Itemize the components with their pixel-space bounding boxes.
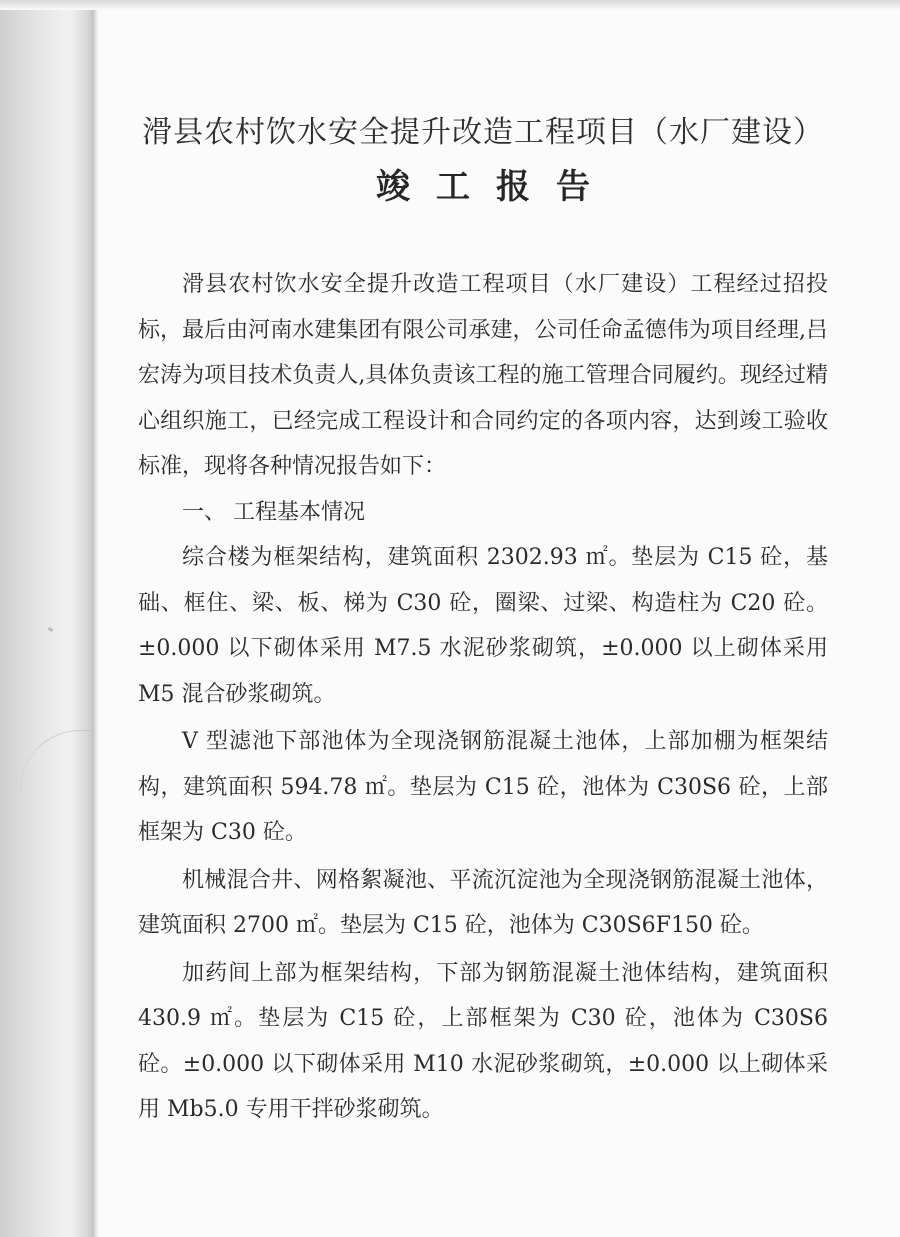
section-heading: 一、 工程基本情况 (182, 499, 365, 525)
paragraph-mixing-well: 机械混合井、网格絮凝池、平流沉淀池为全现浇钢筋混凝土池体，建筑面积 2700 ㎡。垫层为 C15 砼，池体为 C30S6F150 砼。 (138, 867, 828, 938)
report-content (138, 262, 828, 1133)
document-title: 滑县农村饮水安全提升改造工程项目（水厂建设） (142, 115, 824, 150)
binding-shadow (0, 0, 92, 1237)
paragraph-filter-pool: V 型滤池下部池体为全现浇钢筋混凝土池体，上部加棚为框架结构，建筑面积 594.78 ㎡。垫层为 C15 砼，池体为 C30S6 砼，上部框架为 C30 砼。 (138, 729, 828, 845)
intro-paragraph: 滑县农村饮水安全提升改造工程项目（水厂建设）工程经过招投标，最后由河南水建集团有限公司承建，公司任命孟德伟为项目经理,吕宏涛为项目技术负责人,具体负责该工程的施工管理合同履约。现经过精心组织施工，已经完成工程设计和合同约定的各项内容，达到竣工验收标准，现将各种情况报告如下： (138, 272, 828, 479)
document-subtitle: 竣工报告 (376, 167, 616, 207)
document-body (138, 112, 828, 1133)
paragraph-dosing-room: 加药间上部为框架结构，下部为钢筋混凝土池体结构，建筑面积 430.9 ㎡。垫层为 C15 砼，上部框架为 C30 砼，池体为 C30S6 砼。±0.000 以下砌体采用 M10 水泥砂浆砌筑，±0.000 以上砌体采用 Mb5.0 专用干拌砂浆砌筑。 (138, 960, 828, 1122)
binding-edge (92, 0, 98, 1237)
paragraph-building: 综合楼为框架结构，建筑面积 2302.93 ㎡。垫层为 C15 砼，基础、框住、梁、板、梯为 C30 砼，圈梁、过梁、构造柱为 C20 砼。±0.000 以下砌体采用 M7.5 水泥砂浆砌筑，±0.000 以上砌体采用 M5 混合砂浆砌筑。 (138, 545, 828, 707)
top-edge-shadow (0, 0, 900, 10)
